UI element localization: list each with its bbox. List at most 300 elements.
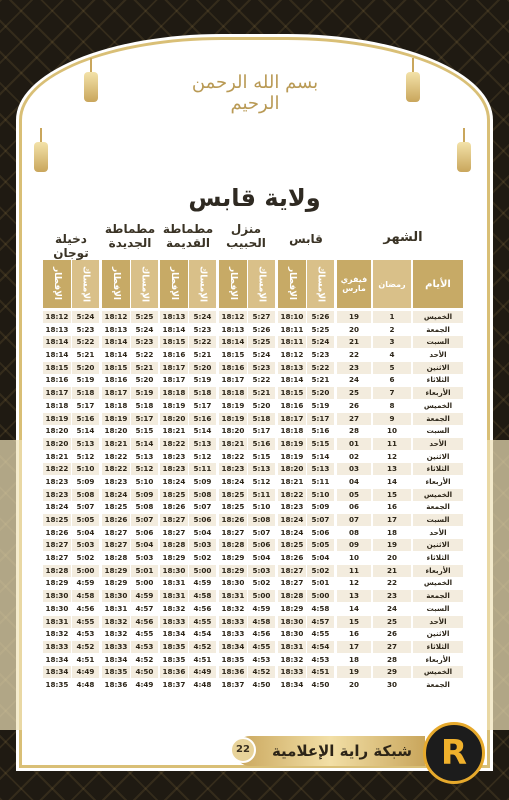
iftar-matmata-qadima-cell: 18:13 (160, 311, 188, 323)
iftar-matmata-qadima-cell: 18:31 (160, 590, 188, 602)
iftar-matmata-jadida-cell: 18:14 (102, 349, 130, 361)
table-row (43, 552, 463, 565)
header-feb-march (337, 260, 371, 308)
brand-name: شبكة راية الإعلامية (271, 742, 413, 760)
iftar-dkhila-cell: 18:23 (43, 476, 71, 488)
weekday-cell: الاثنين (413, 628, 463, 640)
table-row (43, 577, 463, 590)
imsak-matmata-jadida-cell: 5:01 (131, 565, 158, 577)
iftar-dkhila-cell: 18:26 (43, 527, 71, 539)
iftar-gabes-cell: 18:27 (278, 565, 306, 577)
header-iftar-menzel-habib: الإفطار (219, 260, 247, 308)
table-row (43, 616, 463, 629)
iftar-matmata-qadima-cell: 18:19 (160, 400, 188, 412)
iftar-menzel-habib-cell: 18:13 (219, 324, 247, 336)
imsak-menzel-habib-cell: 5:16 (248, 438, 275, 450)
iftar-gabes-cell: 18:25 (278, 539, 306, 551)
table-row (43, 666, 463, 679)
imsak-gabes-cell: 5:09 (307, 501, 334, 513)
iftar-dkhila-cell: 18:22 (43, 463, 71, 475)
ramadan-day-cell: 24 (373, 603, 411, 615)
table-row (43, 539, 463, 552)
iftar-menzel-habib-cell: 18:27 (219, 527, 247, 539)
imsak-matmata-qadima-cell: 5:23 (189, 324, 216, 336)
iftar-gabes-cell: 18:29 (278, 603, 306, 615)
imsak-matmata-jadida-cell: 5:15 (131, 425, 158, 437)
weekday-cell: السبت (413, 603, 463, 615)
city-title-matmata-qadima: مطماطة القديمة (162, 222, 214, 250)
table-row (43, 514, 463, 527)
weekday-cell: الاثنين (413, 539, 463, 551)
ramadan-day-cell: 28 (373, 654, 411, 666)
imsak-matmata-qadima-cell: 5:07 (189, 501, 216, 513)
iftar-gabes-cell: 18:27 (278, 577, 306, 589)
iftar-matmata-jadida-cell: 18:20 (102, 425, 130, 437)
table-row (43, 324, 463, 337)
iftar-matmata-jadida-cell: 18:34 (102, 654, 130, 666)
iftar-matmata-jadida-cell: 18:26 (102, 514, 130, 526)
weekday-cell: الخميس (413, 489, 463, 501)
gregorian-date-cell: 02 (337, 451, 371, 463)
imsak-menzel-habib-cell: 5:10 (248, 501, 275, 513)
imsak-menzel-habib-cell: 4:50 (248, 679, 275, 691)
gregorian-date-cell: 20 (337, 679, 371, 691)
iftar-dkhila-cell: 18:18 (43, 400, 71, 412)
gregorian-date-cell: 04 (337, 476, 371, 488)
imsak-gabes-cell: 5:13 (307, 463, 334, 475)
imsak-menzel-habib-cell: 5:13 (248, 463, 275, 475)
iftar-gabes-cell: 18:15 (278, 387, 306, 399)
imsak-dkhila-cell: 5:08 (72, 489, 99, 501)
imsak-dkhila-cell: 5:22 (72, 336, 99, 348)
iftar-matmata-jadida-cell: 18:12 (102, 311, 130, 323)
imsak-menzel-habib-cell: 4:58 (248, 616, 275, 628)
imsak-matmata-jadida-cell: 5:25 (131, 311, 158, 323)
iftar-matmata-qadima-cell: 18:34 (160, 628, 188, 640)
iftar-menzel-habib-cell: 18:30 (219, 577, 247, 589)
imsak-dkhila-cell: 4:59 (72, 577, 99, 589)
iftar-matmata-qadima-cell: 18:29 (160, 552, 188, 564)
ramadan-day-cell: 21 (373, 565, 411, 577)
table-row (43, 501, 463, 514)
imsak-matmata-jadida-cell: 4:55 (131, 628, 158, 640)
imsak-matmata-jadida-cell: 5:17 (131, 413, 158, 425)
imsak-gabes-cell: 4:57 (307, 616, 334, 628)
ramadan-day-cell: 27 (373, 641, 411, 653)
imsak-matmata-jadida-cell: 4:59 (131, 590, 158, 602)
imsak-dkhila-cell: 5:21 (72, 349, 99, 361)
imsak-matmata-qadima-cell: 4:58 (189, 590, 216, 602)
iftar-dkhila-cell: 18:30 (43, 590, 71, 602)
iftar-menzel-habib-cell: 18:33 (219, 628, 247, 640)
imsak-dkhila-cell: 4:52 (72, 641, 99, 653)
imsak-matmata-qadima-cell: 5:03 (189, 539, 216, 551)
iftar-dkhila-cell: 18:20 (43, 438, 71, 450)
imsak-dkhila-cell: 4:51 (72, 654, 99, 666)
iftar-matmata-qadima-cell: 18:15 (160, 336, 188, 348)
iftar-matmata-jadida-cell: 18:27 (102, 527, 130, 539)
imsak-dkhila-cell: 5:10 (72, 463, 99, 475)
iftar-menzel-habib-cell: 18:28 (219, 539, 247, 551)
iftar-dkhila-cell: 18:14 (43, 349, 71, 361)
imsak-matmata-qadima-cell: 5:08 (189, 489, 216, 501)
weekday-cell: الأحد (413, 438, 463, 450)
iftar-matmata-jadida-cell: 18:21 (102, 438, 130, 450)
weekday-cell: الأحد (413, 616, 463, 628)
iftar-matmata-qadima-cell: 18:27 (160, 514, 188, 526)
imsak-matmata-qadima-cell: 5:02 (189, 552, 216, 564)
ramadan-day-cell: 8 (373, 400, 411, 412)
ramadan-day-cell: 18 (373, 527, 411, 539)
iftar-matmata-jadida-cell: 18:14 (102, 336, 130, 348)
imsak-matmata-jadida-cell: 5:08 (131, 501, 158, 513)
imsak-matmata-qadima-cell: 4:59 (189, 577, 216, 589)
iftar-dkhila-cell: 18:20 (43, 425, 71, 437)
imsak-matmata-jadida-cell: 4:53 (131, 641, 158, 653)
iftar-dkhila-cell: 18:27 (43, 539, 71, 551)
iftar-gabes-cell: 18:13 (278, 362, 306, 374)
iftar-dkhila-cell: 18:34 (43, 654, 71, 666)
iftar-matmata-jadida-cell: 18:22 (102, 463, 130, 475)
weekday-cell: الأحد (413, 527, 463, 539)
ramadan-day-cell: 25 (373, 616, 411, 628)
imsak-dkhila-cell: 4:49 (72, 666, 99, 678)
gregorian-date-cell: 09 (337, 539, 371, 551)
iftar-menzel-habib-cell: 18:31 (219, 590, 247, 602)
weekday-cell: الخميس (413, 577, 463, 589)
iftar-matmata-jadida-cell: 18:13 (102, 324, 130, 336)
imsak-dkhila-cell: 5:24 (72, 311, 99, 323)
ramadan-day-cell: 22 (373, 577, 411, 589)
imsak-gabes-cell: 4:55 (307, 628, 334, 640)
page-number: 22 (230, 737, 256, 763)
ramadan-day-cell: 10 (373, 425, 411, 437)
imsak-matmata-jadida-cell: 5:21 (131, 362, 158, 374)
imsak-matmata-jadida-cell: 4:49 (131, 679, 158, 691)
imsak-matmata-jadida-cell: 5:14 (131, 438, 158, 450)
ramadan-day-cell: 11 (373, 438, 411, 450)
iftar-matmata-qadima-cell: 18:31 (160, 577, 188, 589)
imsak-menzel-habib-cell: 5:00 (248, 590, 275, 602)
gregorian-date-cell: 10 (337, 552, 371, 564)
header-imsak-menzel-habib: الإمساك (248, 260, 275, 308)
ramadan-day-cell: 23 (373, 590, 411, 602)
imsak-matmata-qadima-cell: 5:12 (189, 451, 216, 463)
iftar-matmata-jadida-cell: 18:23 (102, 476, 130, 488)
iftar-menzel-habib-cell: 18:36 (219, 666, 247, 678)
header-iftar-gabes: الإفطار (278, 260, 306, 308)
imsak-dkhila-cell: 4:55 (72, 616, 99, 628)
weekday-cell: السبت (413, 514, 463, 526)
iftar-gabes-cell: 18:10 (278, 311, 306, 323)
imsak-gabes-cell: 5:14 (307, 451, 334, 463)
imsak-matmata-jadida-cell: 5:12 (131, 463, 158, 475)
imsak-matmata-jadida-cell: 4:52 (131, 654, 158, 666)
iftar-dkhila-cell: 18:15 (43, 362, 71, 374)
imsak-matmata-qadima-cell: 5:16 (189, 413, 216, 425)
imsak-matmata-jadida-cell: 5:00 (131, 577, 158, 589)
imsak-matmata-jadida-cell: 4:50 (131, 666, 158, 678)
weekday-cell: الخميس (413, 311, 463, 323)
header-imsak-gabes: الإمساك (307, 260, 334, 308)
iftar-matmata-qadima-cell: 18:17 (160, 374, 188, 386)
imsak-menzel-habib-cell: 5:18 (248, 413, 275, 425)
iftar-matmata-jadida-cell: 18:32 (102, 628, 130, 640)
iftar-menzel-habib-cell: 18:19 (219, 413, 247, 425)
header-feb-label: فيفري (340, 275, 368, 284)
imsak-matmata-qadima-cell: 5:21 (189, 349, 216, 361)
iftar-matmata-qadima-cell: 18:35 (160, 641, 188, 653)
imsak-gabes-cell: 5:16 (307, 425, 334, 437)
imsak-menzel-habib-cell: 5:23 (248, 362, 275, 374)
iftar-menzel-habib-cell: 18:18 (219, 387, 247, 399)
iftar-matmata-jadida-cell: 18:33 (102, 641, 130, 653)
weekday-cell: الجمعة (413, 413, 463, 425)
iftar-dkhila-cell: 18:17 (43, 387, 71, 399)
imsak-gabes-cell: 5:26 (307, 311, 334, 323)
table-row (43, 527, 463, 540)
weekday-cell: الخميس (413, 666, 463, 678)
iftar-menzel-habib-cell: 18:15 (219, 349, 247, 361)
lantern-right-outer-icon (457, 142, 471, 172)
gregorian-date-cell: 20 (337, 324, 371, 336)
header-iftar-matmata-qadima: الإفطار (160, 260, 188, 308)
iftar-menzel-habib-cell: 18:22 (219, 451, 247, 463)
imsak-dkhila-cell: 5:19 (72, 374, 99, 386)
imsak-menzel-habib-cell: 5:20 (248, 400, 275, 412)
ramadan-day-cell: 1 (373, 311, 411, 323)
imsak-gabes-cell: 5:20 (307, 387, 334, 399)
iftar-matmata-jadida-cell: 18:35 (102, 666, 130, 678)
imsak-matmata-jadida-cell: 5:19 (131, 387, 158, 399)
weekday-cell: الثلاثاء (413, 552, 463, 564)
iftar-matmata-jadida-cell: 18:30 (102, 590, 130, 602)
table-row (43, 387, 463, 400)
weekday-cell: الخميس (413, 400, 463, 412)
imsak-gabes-cell: 5:06 (307, 527, 334, 539)
imsak-matmata-qadima-cell: 5:20 (189, 362, 216, 374)
city-title-gabes: قابس (289, 232, 323, 246)
imsak-matmata-qadima-cell: 5:00 (189, 565, 216, 577)
imsak-menzel-habib-cell: 4:55 (248, 641, 275, 653)
weekday-cell: الثلاثاء (413, 641, 463, 653)
imsak-dkhila-cell: 5:03 (72, 539, 99, 551)
gregorian-date-cell: 26 (337, 400, 371, 412)
imsak-matmata-qadima-cell: 5:13 (189, 438, 216, 450)
timetable-rows (43, 311, 463, 692)
gregorian-date-cell: 12 (337, 577, 371, 589)
imsak-menzel-habib-cell: 5:02 (248, 577, 275, 589)
brand-logo-icon: R (423, 722, 485, 784)
iftar-gabes-cell: 18:28 (278, 590, 306, 602)
imsak-gabes-cell: 5:02 (307, 565, 334, 577)
imsak-dkhila-cell: 5:18 (72, 387, 99, 399)
weekday-cell: الأربعاء (413, 654, 463, 666)
imsak-menzel-habib-cell: 4:59 (248, 603, 275, 615)
imsak-dkhila-cell: 5:07 (72, 501, 99, 513)
ramadan-day-cell: 5 (373, 362, 411, 374)
imsak-gabes-cell: 5:19 (307, 400, 334, 412)
imsak-menzel-habib-cell: 5:25 (248, 336, 275, 348)
province-title: ولاية قابس (188, 184, 321, 212)
iftar-matmata-jadida-cell: 18:17 (102, 387, 130, 399)
iftar-gabes-cell: 18:31 (278, 641, 306, 653)
iftar-gabes-cell: 18:33 (278, 666, 306, 678)
ramadan-day-cell: 12 (373, 451, 411, 463)
weekday-cell: السبت (413, 425, 463, 437)
left-minaret-decoration (0, 440, 22, 730)
right-minaret-decoration (487, 440, 509, 730)
weekday-cell: الأربعاء (413, 565, 463, 577)
iftar-gabes-cell: 18:16 (278, 400, 306, 412)
iftar-gabes-cell: 18:11 (278, 336, 306, 348)
gregorian-date-cell: 01 (337, 438, 371, 450)
imsak-matmata-qadima-cell: 4:54 (189, 628, 216, 640)
iftar-gabes-cell: 18:14 (278, 374, 306, 386)
gregorian-date-cell: 16 (337, 628, 371, 640)
weekday-cell: الأحد (413, 349, 463, 361)
lantern-left-outer-icon (34, 142, 48, 172)
imsak-matmata-qadima-cell: 4:49 (189, 666, 216, 678)
iftar-matmata-jadida-cell: 18:25 (102, 501, 130, 513)
iftar-gabes-cell: 18:23 (278, 501, 306, 513)
iftar-matmata-jadida-cell: 18:31 (102, 603, 130, 615)
table-row (43, 311, 463, 324)
imsak-matmata-qadima-cell: 4:48 (189, 679, 216, 691)
ramadan-day-cell: 17 (373, 514, 411, 526)
iftar-matmata-qadima-cell: 18:32 (160, 603, 188, 615)
iftar-menzel-habib-cell: 18:23 (219, 463, 247, 475)
imsak-menzel-habib-cell: 5:21 (248, 387, 275, 399)
iftar-matmata-qadima-cell: 18:23 (160, 463, 188, 475)
imsak-gabes-cell: 5:22 (307, 362, 334, 374)
iftar-menzel-habib-cell: 18:12 (219, 311, 247, 323)
ramadan-day-cell: 4 (373, 349, 411, 361)
city-title-matmata-jadida: مطماطة الجديدة (104, 222, 156, 250)
iftar-dkhila-cell: 18:31 (43, 616, 71, 628)
city-title-dkhila: دخيلة توجان (53, 232, 89, 260)
lantern-right-inner-icon (406, 72, 420, 102)
iftar-menzel-habib-cell: 18:17 (219, 374, 247, 386)
imsak-matmata-qadima-cell: 5:17 (189, 400, 216, 412)
ramadan-day-cell: 13 (373, 463, 411, 475)
gregorian-date-cell: 05 (337, 489, 371, 501)
iftar-dkhila-cell: 18:24 (43, 501, 71, 513)
gregorian-date-cell: 22 (337, 349, 371, 361)
iftar-dkhila-cell: 18:33 (43, 641, 71, 653)
iftar-gabes-cell: 18:26 (278, 552, 306, 564)
iftar-dkhila-cell: 18:25 (43, 514, 71, 526)
header-days: الأيام (413, 260, 463, 308)
iftar-matmata-jadida-cell: 18:28 (102, 552, 130, 564)
iftar-menzel-habib-cell: 18:29 (219, 565, 247, 577)
table-row (43, 349, 463, 362)
city-title-menzel-habib: منزل الحبيب (226, 222, 266, 250)
imsak-matmata-jadida-cell: 5:04 (131, 539, 158, 551)
weekday-cell: الاثنين (413, 451, 463, 463)
iftar-matmata-qadima-cell: 18:16 (160, 349, 188, 361)
gregorian-date-cell: 14 (337, 603, 371, 615)
table-row (43, 400, 463, 413)
imsak-dkhila-cell: 5:00 (72, 565, 99, 577)
imsak-matmata-qadima-cell: 5:11 (189, 463, 216, 475)
iftar-dkhila-cell: 18:34 (43, 666, 71, 678)
ramadan-day-cell: 20 (373, 552, 411, 564)
imsak-gabes-cell: 5:25 (307, 324, 334, 336)
weekday-cell: الأربعاء (413, 476, 463, 488)
iftar-dkhila-cell: 18:21 (43, 451, 71, 463)
table-row (43, 603, 463, 616)
imsak-matmata-jadida-cell: 5:13 (131, 451, 158, 463)
weekday-cell: الجمعة (413, 324, 463, 336)
weekday-cell: الجمعة (413, 501, 463, 513)
iftar-gabes-cell: 18:19 (278, 451, 306, 463)
imsak-gabes-cell: 5:05 (307, 539, 334, 551)
imsak-matmata-jadida-cell: 5:09 (131, 489, 158, 501)
iftar-dkhila-cell: 18:14 (43, 336, 71, 348)
weekday-cell: الاثنين (413, 362, 463, 374)
iftar-dkhila-cell: 18:27 (43, 552, 71, 564)
imsak-dkhila-cell: 5:17 (72, 400, 99, 412)
weekday-cell: الثلاثاء (413, 463, 463, 475)
ramadan-day-cell: 15 (373, 489, 411, 501)
gregorian-date-cell: 08 (337, 527, 371, 539)
iftar-matmata-qadima-cell: 18:23 (160, 451, 188, 463)
iftar-dkhila-cell: 18:23 (43, 489, 71, 501)
iftar-matmata-jadida-cell: 18:29 (102, 577, 130, 589)
iftar-matmata-jadida-cell: 18:15 (102, 362, 130, 374)
imsak-gabes-cell: 4:53 (307, 654, 334, 666)
iftar-dkhila-cell: 18:35 (43, 679, 71, 691)
iftar-menzel-habib-cell: 18:16 (219, 362, 247, 374)
iftar-gabes-cell: 18:21 (278, 476, 306, 488)
iftar-menzel-habib-cell: 18:32 (219, 603, 247, 615)
imsak-gabes-cell: 4:54 (307, 641, 334, 653)
table-row (43, 476, 463, 489)
ramadan-day-cell: 6 (373, 374, 411, 386)
imsak-dkhila-cell: 5:02 (72, 552, 99, 564)
imsak-matmata-qadima-cell: 4:56 (189, 603, 216, 615)
imsak-dkhila-cell: 5:13 (72, 438, 99, 450)
gregorian-date-cell: 03 (337, 463, 371, 475)
iftar-menzel-habib-cell: 18:37 (219, 679, 247, 691)
imsak-gabes-cell: 5:21 (307, 374, 334, 386)
imsak-gabes-cell: 5:07 (307, 514, 334, 526)
imsak-matmata-qadima-cell: 5:14 (189, 425, 216, 437)
weekday-cell: السبت (413, 336, 463, 348)
iftar-gabes-cell: 18:18 (278, 425, 306, 437)
ramadan-day-cell: 16 (373, 501, 411, 513)
gregorian-date-cell: 15 (337, 616, 371, 628)
imsak-matmata-jadida-cell: 5:24 (131, 324, 158, 336)
imsak-menzel-habib-cell: 5:15 (248, 451, 275, 463)
imsak-matmata-jadida-cell: 5:18 (131, 400, 158, 412)
iftar-matmata-qadima-cell: 18:17 (160, 362, 188, 374)
imsak-matmata-jadida-cell: 5:23 (131, 336, 158, 348)
imsak-matmata-qadima-cell: 5:18 (189, 387, 216, 399)
imsak-dkhila-cell: 5:14 (72, 425, 99, 437)
iftar-gabes-cell: 18:30 (278, 616, 306, 628)
imsak-dkhila-cell: 4:48 (72, 679, 99, 691)
imsak-dkhila-cell: 5:05 (72, 514, 99, 526)
header-imsak-dkhila: الإمساك (72, 260, 99, 308)
iftar-dkhila-cell: 18:19 (43, 413, 71, 425)
imsak-gabes-cell: 5:04 (307, 552, 334, 564)
iftar-menzel-habib-cell: 18:24 (219, 476, 247, 488)
iftar-matmata-qadima-cell: 18:25 (160, 489, 188, 501)
iftar-matmata-qadima-cell: 18:33 (160, 616, 188, 628)
imsak-dkhila-cell: 4:53 (72, 628, 99, 640)
